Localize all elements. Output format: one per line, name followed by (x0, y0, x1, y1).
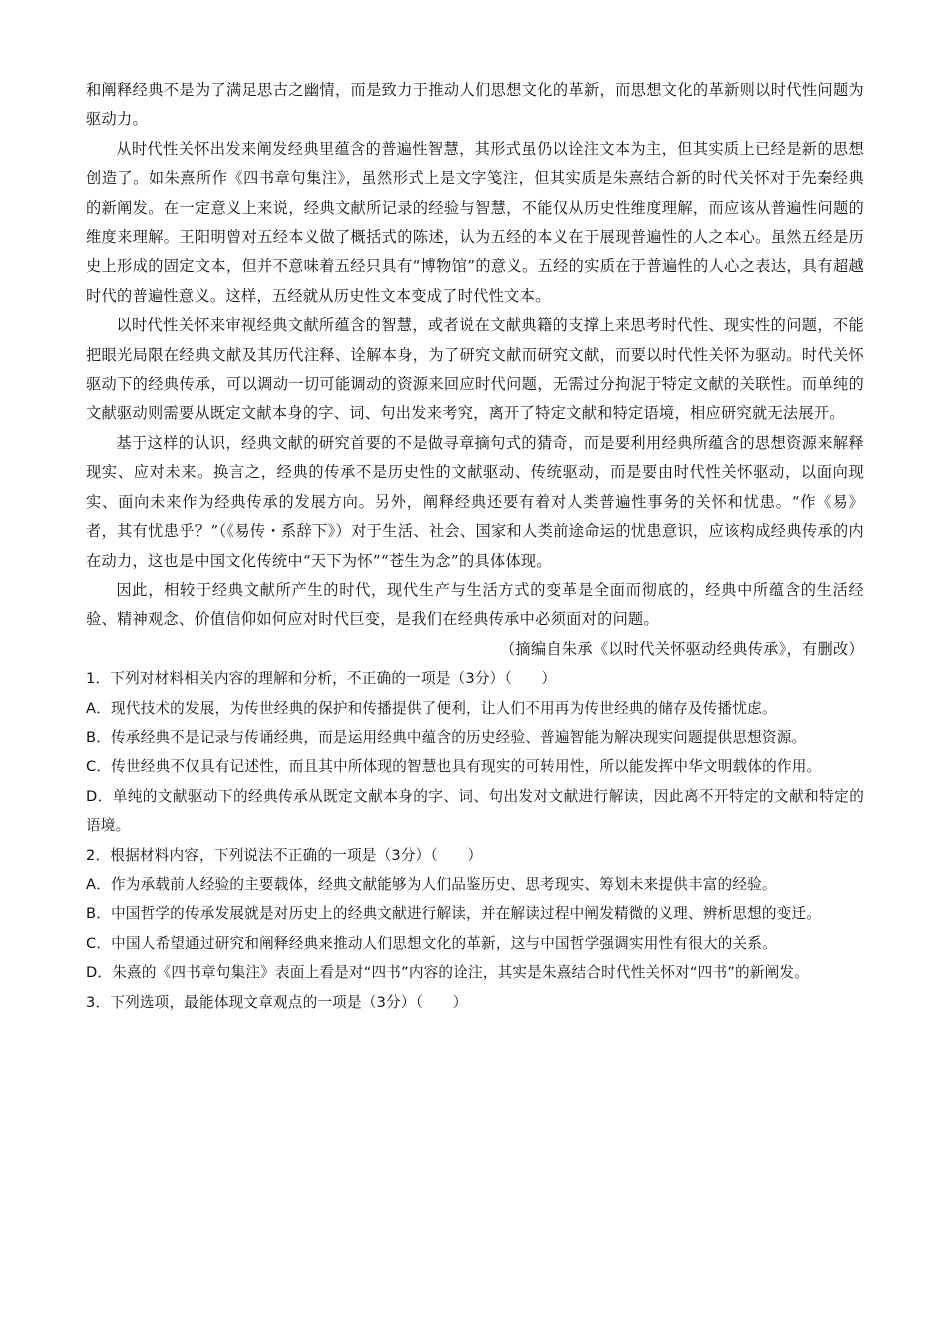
question-1 (86, 664, 864, 840)
passage-paragraph-3: 以时代性关怀来审视经典文献所蕴含的智慧，或者说在文献典籍的支撑上来思考时代性、现实性的问题，不能把眼光局限在经典文献及其历代注释、诠解本身，为了研究文献而研究文献，而要以时代性关怀为驱动。时代关怀驱动下的经典传承，可以调动一切可能调动的资源来回应时代问题，无需过分拘泥于特定文献的关联性。而单纯的文献驱动则需要从既定文献本身的字、词、句出发来考究，离开了特定文献和特定语境，相应研究就无法展开。 (86, 316, 864, 423)
passage-paragraph-5: 因此，相较于经典文献所产生的时代，现代生产与生活方式的变革是全面而彻底的，经典中所蕴含的生活经验、精神观念、价值信仰如何应对时代巨变，是我们在经典传承中必须面对的问题。 (86, 580, 864, 629)
reading-passage (86, 76, 864, 635)
passage-paragraph-4: 基于这样的认识，经典文献的研究首要的不是做寻章摘句式的猜奇，而是要利用经典所蕴含的思想资源来解释现实、应对未来。换言之，经典的传承不是历史性的文献驱动、传统驱动，而是要由时代性关怀驱动，以面向现实、面向未来作为经典传承的发展方向。另外，阐释经典还要有着对人类普遍性事务的关怀和忧患。“作《易》者，其有忧患乎？”（《易传・系辞下》）对于生活、社会、国家和人类前途命运的忧患意识，应该构成经典传承的内在动力，这也是中国文化传统中“天下为怀”“苍生为念”的具体体现。 (86, 433, 864, 570)
question-1-option-c[interactable]: C．传世经典不仅具有记述性，而且其中所体现的智慧也具有现实的可转用性，所以能发挥中华文明载体的作用。 (86, 758, 822, 776)
question-3-stem: 3．下列选项，最能体现文章观点的一项是（3分）（ ） (86, 993, 468, 1011)
question-2 (86, 841, 864, 988)
question-2-stem: 2．根据材料内容，下列说法不正确的一项是（3分）（ ） (86, 846, 483, 864)
passage-paragraph-1: 和阐释经典不是为了满足思古之幽情，而是致力于推动人们思想文化的革新，而思想文化的革新则以时代性问题为驱动力。 (86, 81, 864, 129)
question-3 (86, 988, 864, 1017)
question-1-option-b[interactable]: B．传承经典不是记录与传诵经典，而是运用经典中蕴含的历史经验、普遍智能为解决现实问题提供思想资源。 (86, 728, 807, 746)
question-2-option-c[interactable]: C．中国人希望通过研究和阐释经典来推动人们思想文化的革新，这与中国哲学强调实用性有很大的关系。 (86, 934, 777, 952)
passage-paragraph-2: 从时代性关怀出发来阐发经典里蕴含的普遍性智慧，其形式虽仍以诠注文本为主，但其实质上已经是新的思想创造了。如朱熹所作《四书章句集注》，虽然形式上是文字笺注，但其实质是朱熹结合新的时代关怀对于先秦经典的新阐发。在一定意义上来说，经典文献所记录的经验与智慧，不能仅从历史性维度理解，而应该从普遍性问题的维度来理解。王阳明曾对五经本义做了概括式的陈述，认为五经的本义在于展现普遍性的人之本心。虽然五经是历史上形成的固定文本，但并不意味着五经只具有“博物馆”的意义。五经的实质在于普遍性的人心之表达，具有超越时代的普遍性意义。这样，五经就从历史性文本变成了时代性文本。 (86, 139, 864, 305)
question-2-option-a[interactable]: A．作为承载前人经验的主要载体，经典文献能够为人们品鉴历史、思考现实、筹划未来提供丰富的经验。 (86, 875, 777, 893)
question-1-stem: 1．下列对材料相关内容的理解和分析，不正确的一项是（3分）（ ） (86, 670, 557, 688)
question-2-option-d[interactable]: D．朱熹的《四书章句集注》表面上看是对“四书”内容的诠注，其实是朱熹结合时代性关怀对“四书”的新阐发。 (86, 964, 809, 982)
question-1-option-a[interactable]: A．现代技术的发展，为传世经典的保护和传播提供了便利，让人们不用再为传世经典的储存及传播忧虑。 (86, 699, 777, 717)
question-2-option-b[interactable]: B．中国哲学的传承发展就是对历史上的经典文献进行解读，并在解读过程中阐发精微的义理、辨析思想的变迁。 (86, 905, 822, 923)
question-list (86, 664, 864, 1017)
passage-source: （摘编自朱承《以时代关怀驱动经典传承》，有删改） (499, 639, 864, 658)
question-1-option-d[interactable]: D．单纯的文献驱动下的经典传承从既定文献本身的字、词、句出发对文献进行解读，因此离不开特定的文献和特定的语境。 (86, 787, 864, 835)
